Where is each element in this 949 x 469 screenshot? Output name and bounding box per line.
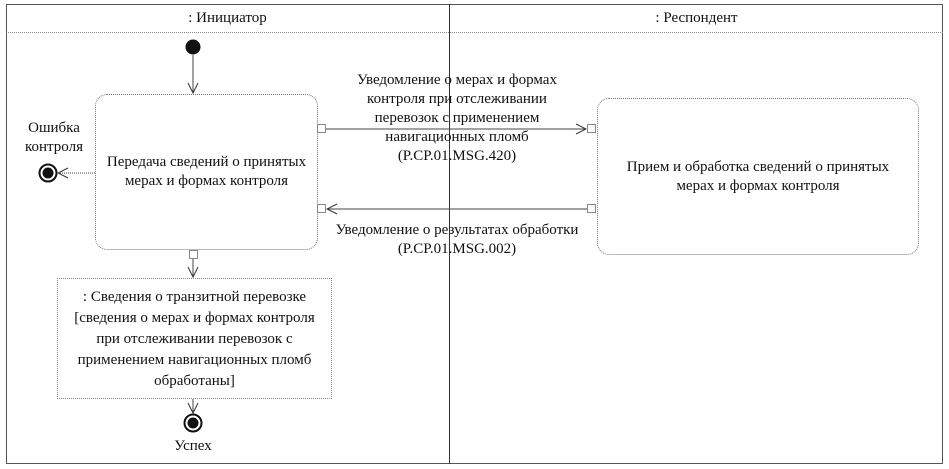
object-node-title: : Сведения о транзитной перевозке xyxy=(82,289,307,305)
final-error-label: Ошибка контроля xyxy=(25,120,83,155)
activity-receive-line1: Прием и обработка сведений о принятых xyxy=(626,158,890,175)
activity-send-info[interactable] xyxy=(95,94,318,250)
port-send-in xyxy=(317,204,326,213)
lane-title-respondent: : Респондент xyxy=(655,9,738,26)
activity-send-line2: мерах и формах контроля xyxy=(124,173,289,189)
port-send-object-out xyxy=(189,250,198,259)
object-node-state: [сведения о мерах и формах контроля xyxy=(74,310,315,326)
message-response-label: Уведомление о результатах обработки (P.CP.01.MSG.002) xyxy=(335,222,579,257)
initial-node-icon xyxy=(186,40,201,55)
object-node-transit-info[interactable]: : Сведения о транзитной перевозке [сведения о мерах и формах контроля при отслеживании перевозок с применением навигационных пломб обработаны] xyxy=(57,278,332,399)
activity-send-line1: Передача сведений о принятых xyxy=(106,154,307,170)
activity-receive-line2: мерах и формах контроля xyxy=(676,177,840,194)
lane-title-initiator: : Инициатор xyxy=(188,9,267,26)
port-receive-out xyxy=(587,204,596,213)
activity-receive-process[interactable] xyxy=(597,98,919,255)
final-success-label: Успех xyxy=(174,438,212,454)
message-request-label: Уведомление о мерах и формах контроля при отслеживании перевозок с применением навигационных пломб (P.CP.01.MSG.420) xyxy=(357,72,557,164)
